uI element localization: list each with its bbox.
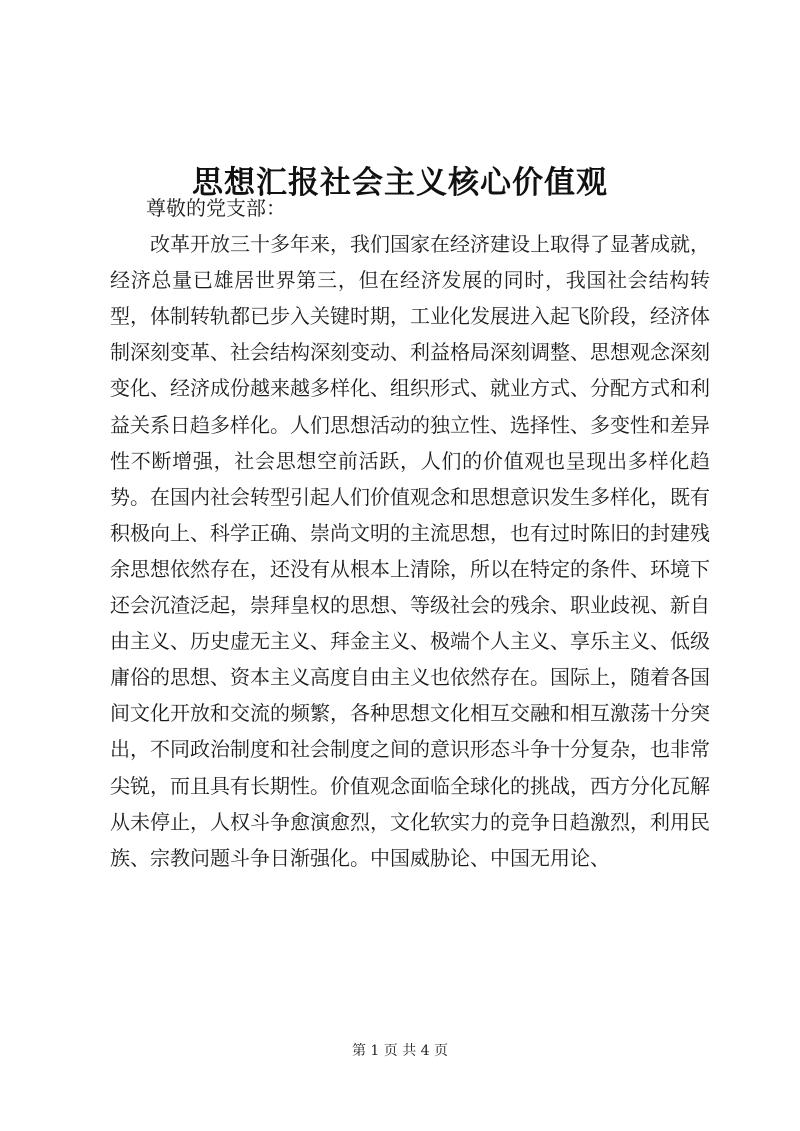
document-title: 思想汇报社会主义核心价值观 (192, 164, 608, 201)
page-footer: 第 1 页 共 4 页 (351, 1043, 449, 1059)
body-paragraph: 改革开放三十多年来，我们国家在经济建设上取得了显著成就，经济总量已雄居世界第三，但在经济发展的同时，我国社会结构转型，体制转轨都已步入关键时期，工业化发展进入起飞阶段，经济体制深刻变革、社会结构深刻变动、利益格局深刻调整、思想观念深刻变化、经济成份越来越多样化、组织形式、就业方式、分配方式和利益关系日趋多样化。人们思想活动的独立性、选择性、多变性和差异性不断增强，社会思想空前活跃，人们的价值观也呈现出多样化趋势。在国内社会转型引起人们价值观念和思想意识发生多样化，既有积极向上、科学正确、崇尚文明的主流思想，也有过时陈旧的封建残余思想依然存在，还没有从根本上清除，所以在特定的条件、环境下还会沉渣泛起，崇拜皇权的思想、等级社会的残余、职业歧视、新自由主义、历史虚无主义、拜金主义、极端个人主义、享乐主义、低级庸俗的思想、资本主义高度自由主义也依然存在。国际上，随着各国间文化开放和交流的频繁，各种思想文化相互交融和相互激荡十分突出，不同政治制度和社会制度之间的意识形态斗争十分复杂，也非常尖锐，而且具有长期性。价值观念面临全球化的挑战，西方分化瓦解从未停止，人权斗争愈演愈烈，文化软实力的竞争日趋激烈，利用民族、宗教问题斗争日渐强化。中国威胁论、中国无用论、 (110, 232, 710, 870)
salutation: 尊敬的党支部： (146, 196, 286, 220)
document-body (110, 190, 710, 876)
